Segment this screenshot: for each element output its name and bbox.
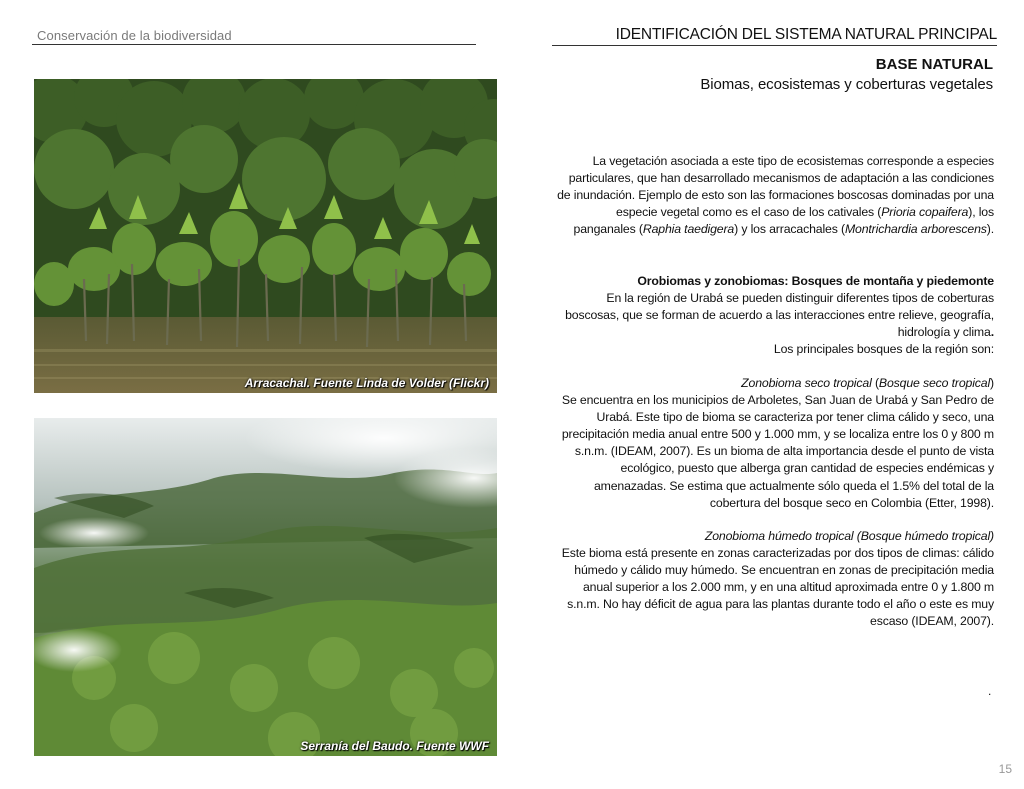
orobiomas-body: En la región de Urabá se pueden distinguir diferentes tipos de coberturas boscosas, que se forman de acuerdo a las interacciones entre relieve, geografía, hidrología y clima — [565, 291, 994, 340]
paragraph-vegetacion — [556, 153, 994, 238]
bosque-seco-title-a: Zonobioma seco tropical — [741, 376, 872, 390]
page-number: 15 — [998, 762, 1012, 776]
paragraph-bosque-humedo — [556, 528, 994, 631]
paragraph-bosque-seco — [556, 375, 994, 512]
bosque-seco-title-c: Bosque seco tropical — [878, 376, 991, 390]
paragraph-orobiomas — [556, 273, 994, 358]
orobiomas-line2: Los principales bosques de la región son: — [773, 342, 994, 357]
serrania-baudo-photo — [34, 418, 497, 756]
photo1-caption: Arracachal. Fuente Linda de Volder (Flickr) — [244, 376, 489, 390]
p1-text-e: ) y los arracachales ( — [734, 222, 845, 237]
orobiomas-body-end: . — [990, 325, 994, 340]
bosque-seco-title-b: ( — [871, 376, 879, 390]
species-raphia: Raphia taedigera — [642, 222, 735, 237]
bosque-seco-body: Se encuentra en los municipios de Arboletes, San Juan de Urabá y San Pedro de Urabá. Este tipo de bioma se caracteriza por tener clima cálido y seco, una precipitación media anual entre 500 y 1.000 mm, y se localiza entre los 0 y 800 m s.n.m. (IDEAM, 2007). Es un bioma de alta importancia desde el punto de vista ecológico, puesto que alberga gran cantidad de especies endémicas y amenazadas. Se estima que actualmente sólo queda el 1.5% del total de la cobertura del bosque seco en Colombia (Etter, 1998). — [561, 393, 994, 510]
p1-text-a: La vegetación asociada a este tipo de ecosistemas corresponde a especies particulares, que han desarrollado mecanismos de adaptación a las condiciones de inundación. Ejemplo de esto son las formaciones boscosas dominadas por una especie vegetal como es el caso de los cativales ( — [557, 154, 994, 220]
bosque-humedo-body: Este bioma está presente en zonas caracterizadas por dos tipos de climas: cálido húmedo y cálido muy húmedo. Se encuentran en zonas de precipitación media anual superior a los 2.000 mm, y en una altitud aproximada entre 0 y 1.800 m s.n.m. No hay déficit de agua para las plantas durante todo el año o este es muy escaso (IDEAM, 2007). — [561, 546, 994, 629]
arracachal-photo — [34, 79, 497, 393]
p1-text-g: ). — [986, 222, 994, 237]
bosque-seco-title-d: ) — [990, 376, 994, 390]
species-prioria: Prioria copaifera — [881, 205, 969, 220]
orobiomas-heading: Orobiomas y zonobiomas: Bosques de montaña y piedemonte — [637, 274, 994, 288]
header-left-title: Conservación de la biodiversidad — [37, 28, 232, 43]
section-title: BASE NATURAL — [875, 56, 993, 73]
p1-text-c: ), los panganales ( — [573, 205, 994, 237]
arracachal-illustration — [34, 79, 497, 393]
species-montrichardia: Montrichardia arborescens — [844, 222, 987, 237]
stray-dot: . — [988, 684, 992, 698]
running-header-right — [552, 26, 997, 46]
photo2-caption: Serranía del Baudo. Fuente WWF — [300, 739, 489, 753]
bosque-humedo-title: Zonobioma húmedo tropical (Bosque húmedo tropical) — [704, 529, 994, 543]
header-right-title: IDENTIFICACIÓN DEL SISTEMA NATURAL PRINCIPAL — [615, 26, 997, 43]
section-subtitle: Biomas, ecosistemas y coberturas vegetales — [700, 76, 993, 93]
serrania-baudo-illustration — [34, 418, 497, 756]
running-header-left — [32, 26, 476, 45]
